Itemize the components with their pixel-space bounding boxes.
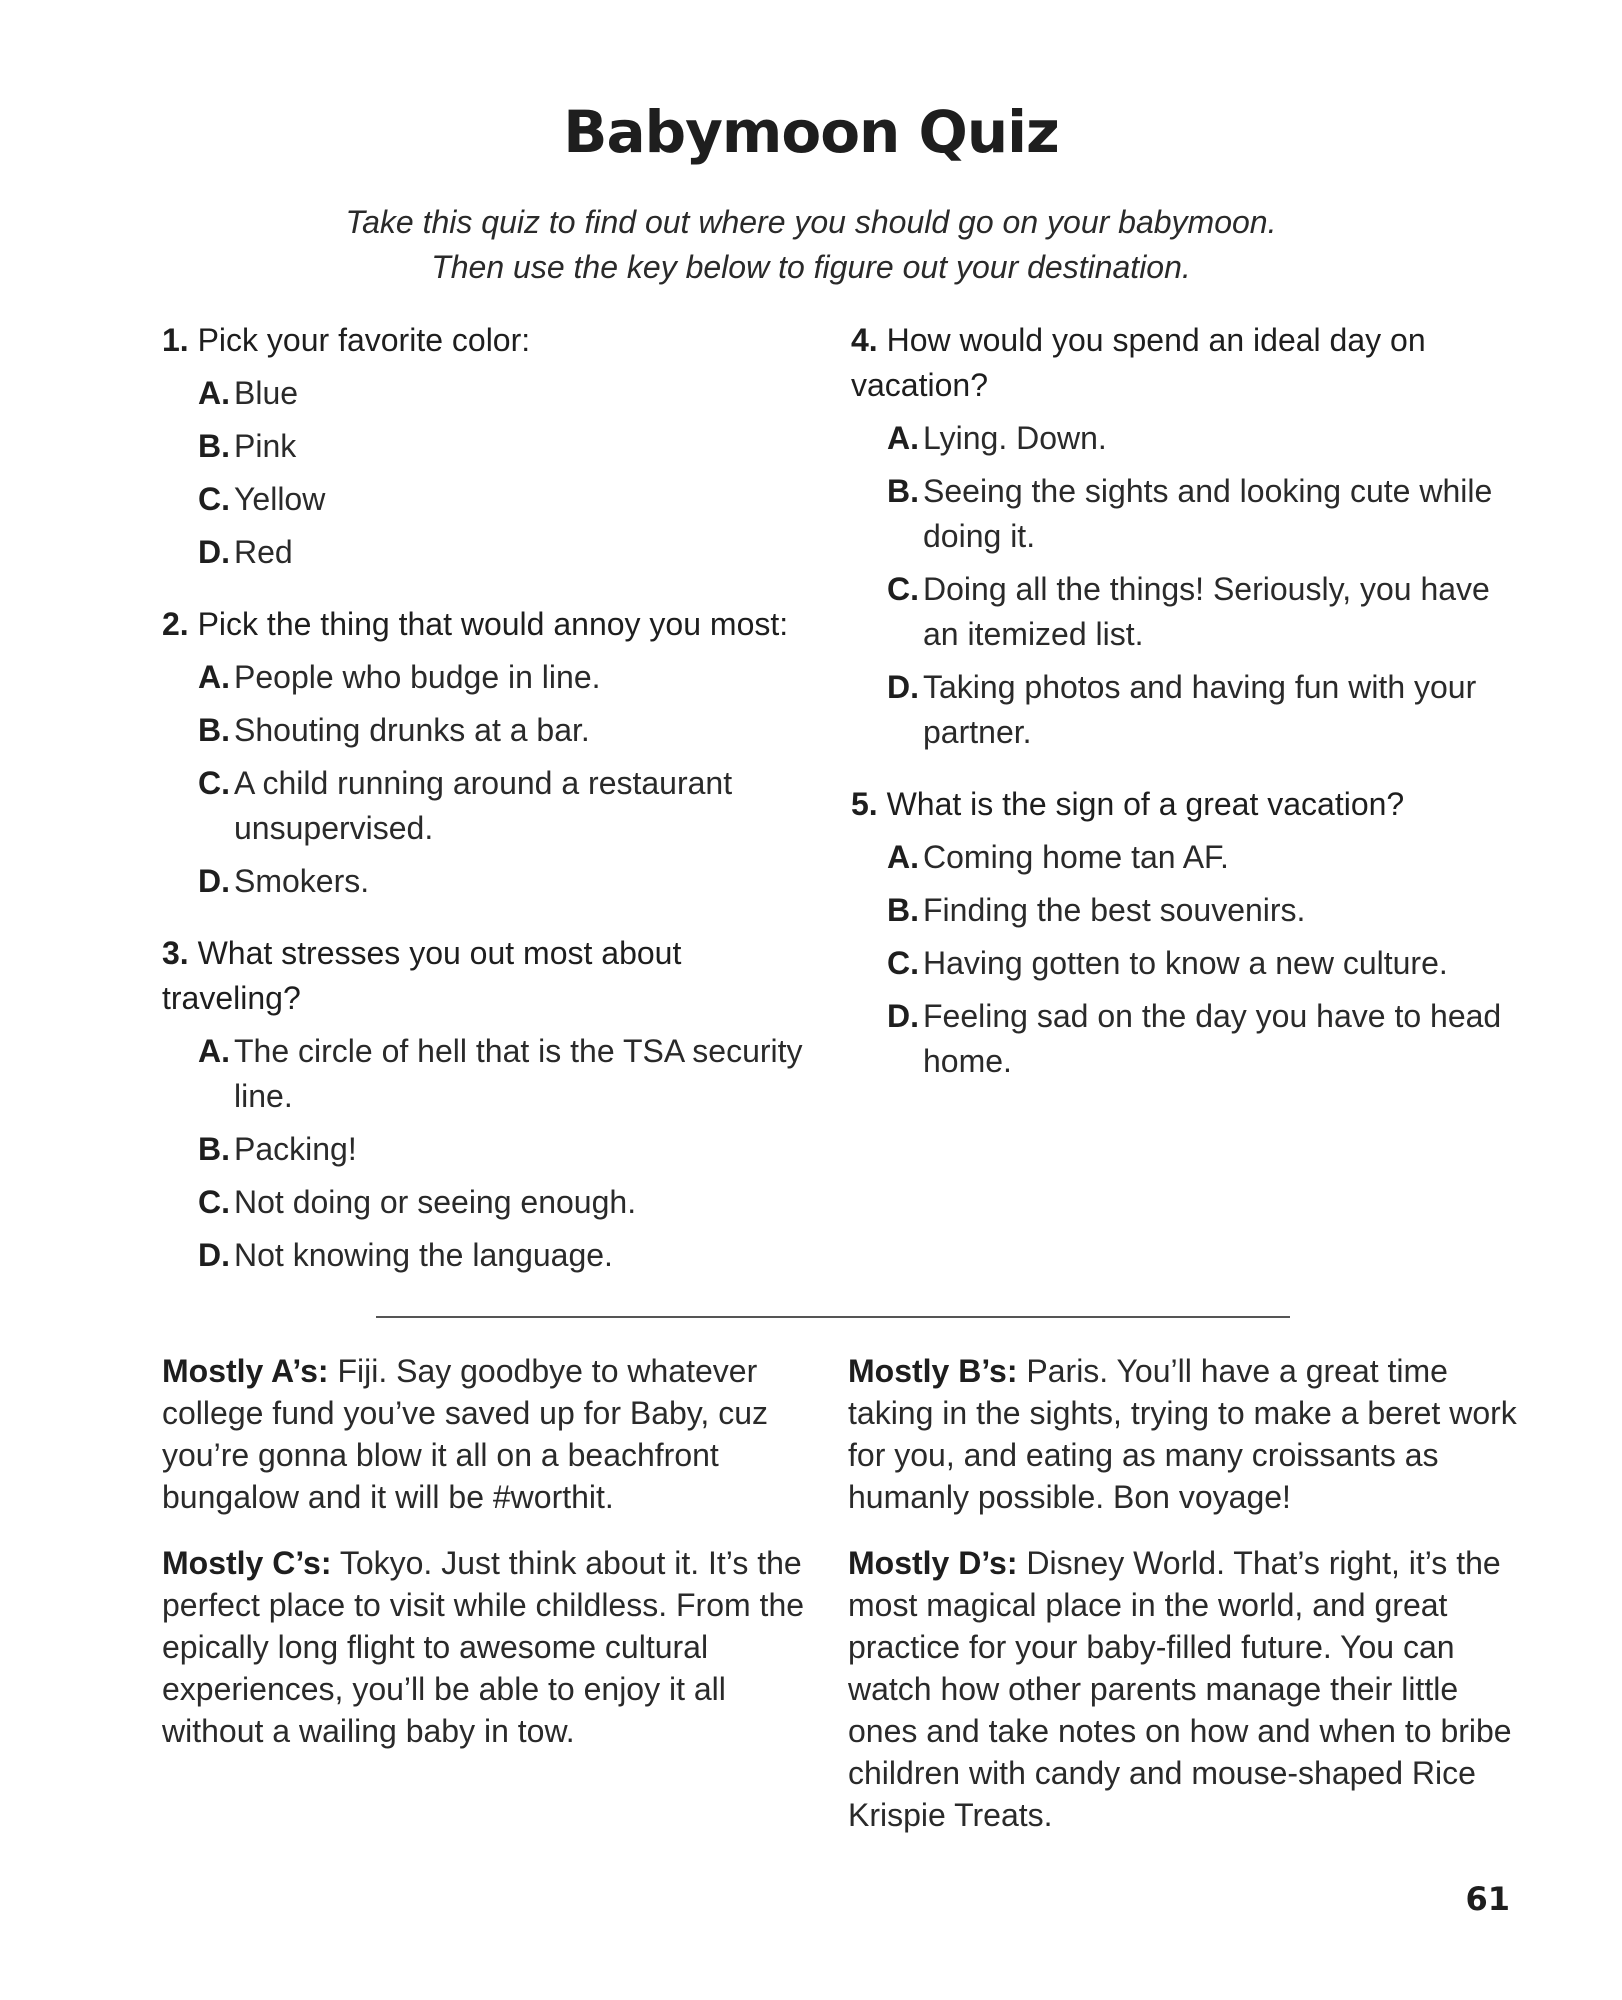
- page-number: 61: [1465, 1880, 1510, 1918]
- option-text: Doing all the things! Seriously, you have an itemized list.: [923, 571, 1490, 652]
- option-text: Blue: [234, 375, 299, 411]
- answer-option: [198, 530, 822, 575]
- questions-left-column: [162, 318, 822, 1305]
- option-text: A child running around a restaurant unsupervised.: [234, 765, 733, 846]
- question-text: [162, 318, 822, 363]
- option-letter: A.: [887, 839, 919, 875]
- option-letter: D.: [887, 669, 919, 705]
- question-text: [851, 782, 1511, 827]
- answer-option: [887, 994, 1511, 1084]
- answer-option: [198, 424, 822, 469]
- question-number: 5.: [851, 786, 878, 822]
- key-label: Mostly A’s:: [162, 1353, 329, 1389]
- question-text: [162, 602, 822, 647]
- option-text: Finding the best souvenirs.: [923, 892, 1306, 928]
- answer-option: [198, 761, 822, 851]
- key-entry-a: [162, 1350, 822, 1518]
- page-title: Babymoon Quiz: [563, 98, 1059, 166]
- option-letter: A.: [198, 375, 230, 411]
- question-4: [851, 318, 1511, 755]
- option-letter: B.: [198, 1131, 230, 1167]
- question-number: 4.: [851, 322, 878, 358]
- question-text: [851, 318, 1511, 408]
- option-letter: A.: [198, 1033, 230, 1069]
- answer-option: [887, 567, 1511, 657]
- option-letter: C.: [198, 1184, 230, 1220]
- question-number: 3.: [162, 935, 189, 971]
- question-prompt: How would you spend an ideal day on vacation?: [851, 322, 1426, 403]
- answer-option: [887, 416, 1511, 461]
- answer-option: [887, 469, 1511, 559]
- option-letter: B.: [887, 892, 919, 928]
- option-text: Shouting drunks at a bar.: [234, 712, 590, 748]
- intro-line: Then use the key below to figure out your destination.: [431, 249, 1191, 285]
- option-letter: B.: [887, 473, 919, 509]
- option-letter: B.: [198, 712, 230, 748]
- questions-right-column: [851, 318, 1511, 1111]
- answer-option: [887, 835, 1511, 880]
- question-number: 1.: [162, 322, 189, 358]
- question-prompt: What is the sign of a great vacation?: [886, 786, 1405, 822]
- answer-option: [198, 859, 822, 904]
- key-text: Fiji. Say goodbye to whatever college fund you’ve saved up for Baby, cuz you’re gonna blow it all on a beachfront bungalow and it will be #worthit.: [162, 1353, 768, 1515]
- question-text: [162, 931, 822, 1021]
- key-text: Tokyo. Just think about it. It’s the perfect place to visit while childless. From the epically long flight to awesome cultural experiences, you’ll be able to enjoy it all without a wailing baby in tow.: [162, 1545, 805, 1749]
- option-letter: D.: [198, 534, 230, 570]
- option-text: Red: [234, 534, 293, 570]
- option-letter: A.: [887, 420, 919, 456]
- option-text: Pink: [234, 428, 297, 464]
- question-prompt: Pick your favorite color:: [197, 322, 531, 358]
- section-divider: [376, 1316, 1290, 1318]
- answer-option: [198, 1029, 822, 1119]
- option-letter: B.: [198, 428, 230, 464]
- option-letter: C.: [887, 571, 919, 607]
- option-text: Coming home tan AF.: [923, 839, 1229, 875]
- answer-option: [887, 665, 1511, 755]
- option-letter: C.: [198, 481, 230, 517]
- answer-option: [198, 708, 822, 753]
- option-letter: D.: [198, 1237, 230, 1273]
- key-label: Mostly D’s:: [848, 1545, 1018, 1581]
- quiz-intro: [0, 200, 1622, 290]
- answer-option: [198, 371, 822, 416]
- option-text: Having gotten to know a new culture.: [923, 945, 1448, 981]
- question-prompt: Pick the thing that would annoy you most:: [197, 606, 789, 642]
- answer-option: [198, 1180, 822, 1225]
- key-label: Mostly C’s:: [162, 1545, 332, 1581]
- question-number: 2.: [162, 606, 189, 642]
- option-text: Seeing the sights and looking cute while doing it.: [923, 473, 1493, 554]
- question-2: [162, 602, 822, 904]
- key-entry-c: [162, 1542, 822, 1752]
- key-entry-b: [848, 1350, 1518, 1518]
- answer-option: [198, 655, 822, 700]
- option-letter: D.: [887, 998, 919, 1034]
- option-text: Smokers.: [234, 863, 370, 899]
- option-text: The circle of hell that is the TSA security line.: [234, 1033, 803, 1114]
- answer-option: [887, 941, 1511, 986]
- answer-key-left-column: [162, 1350, 822, 1776]
- option-text: Yellow: [234, 481, 326, 517]
- question-3: [162, 931, 822, 1278]
- key-text: Disney World. That’s right, it’s the most magical place in the world, and great practice for your baby-filled future. You can watch how other parents manage their little ones and take notes on how and when to bribe children with candy and mouse-shaped Rice Krispie Treats.: [848, 1545, 1512, 1833]
- question-1: [162, 318, 822, 575]
- answer-key-right-column: [848, 1350, 1518, 1860]
- answer-option: [198, 1127, 822, 1172]
- option-text: People who budge in line.: [234, 659, 601, 695]
- option-letter: C.: [198, 765, 230, 801]
- question-5: [851, 782, 1511, 1084]
- key-label: Mostly B’s:: [848, 1353, 1018, 1389]
- option-text: Lying. Down.: [923, 420, 1107, 456]
- option-text: Packing!: [234, 1131, 357, 1167]
- answer-option: [198, 477, 822, 522]
- option-letter: C.: [887, 945, 919, 981]
- option-letter: D.: [198, 863, 230, 899]
- intro-line: Take this quiz to find out where you should go on your babymoon.: [345, 204, 1277, 240]
- option-text: Feeling sad on the day you have to head home.: [923, 998, 1502, 1079]
- option-text: Not knowing the language.: [234, 1237, 613, 1273]
- option-text: Taking photos and having fun with your partner.: [923, 669, 1477, 750]
- question-prompt: What stresses you out most about traveling?: [162, 935, 682, 1016]
- key-text: Paris. You’ll have a great time taking in the sights, trying to make a beret work for you, and eating as many croissants as humanly possible. Bon voyage!: [848, 1353, 1517, 1515]
- answer-option: [887, 888, 1511, 933]
- answer-option: [198, 1233, 822, 1278]
- option-letter: A.: [198, 659, 230, 695]
- key-entry-d: [848, 1542, 1518, 1836]
- option-text: Not doing or seeing enough.: [234, 1184, 637, 1220]
